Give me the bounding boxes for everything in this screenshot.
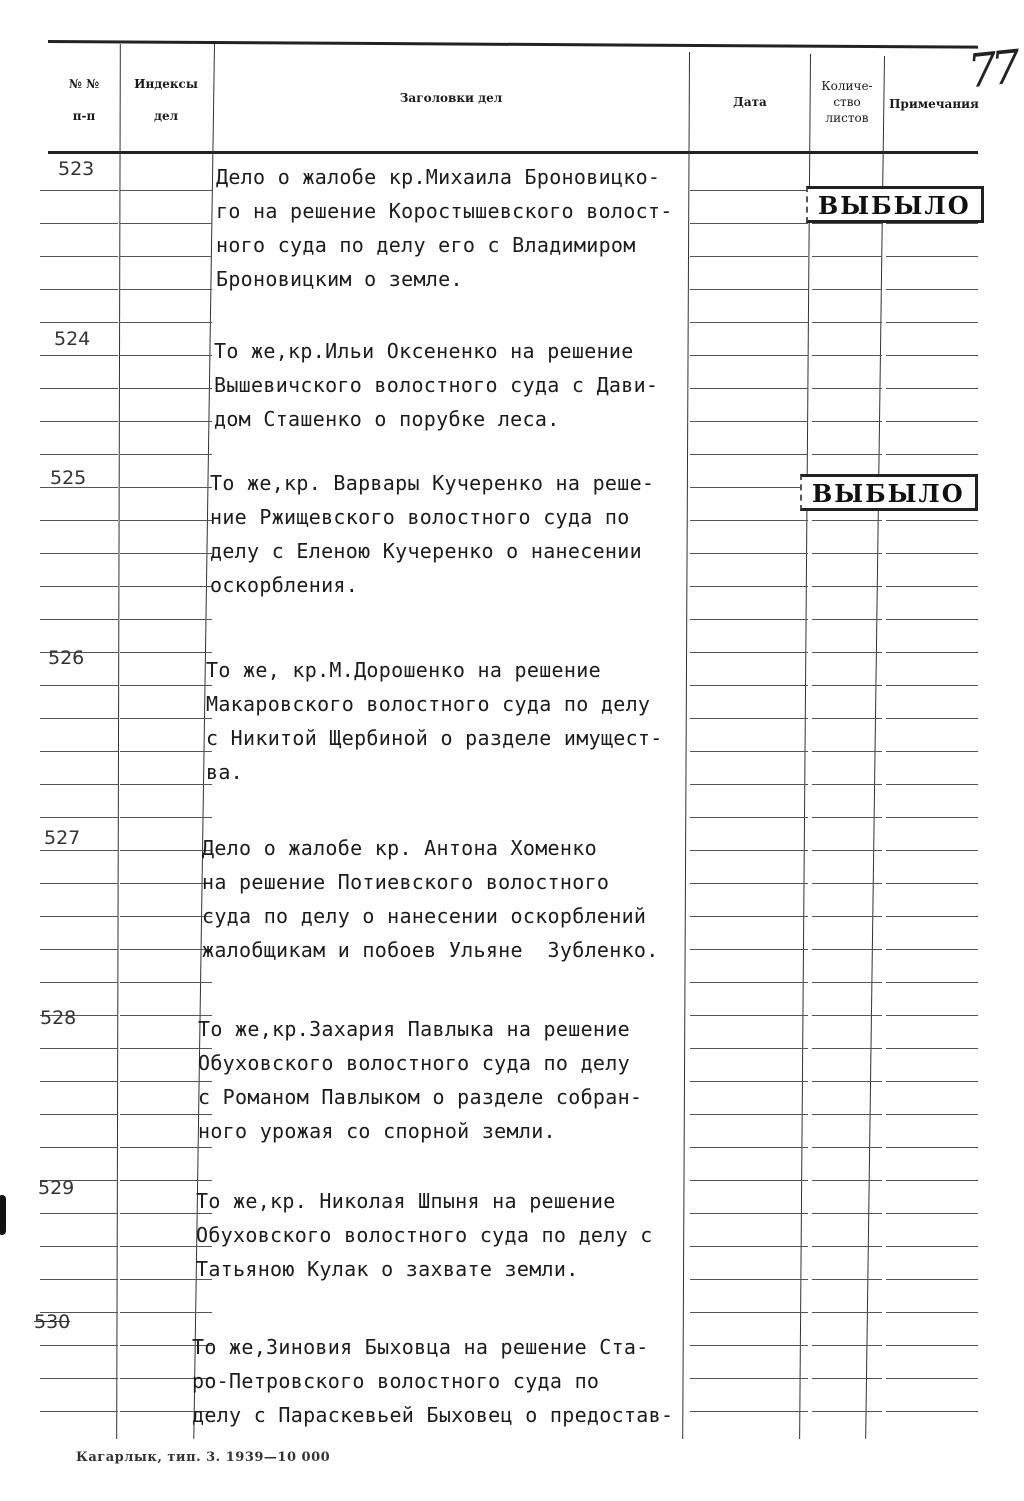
ledger-rule (886, 1081, 978, 1082)
ledger-rule (120, 289, 212, 290)
case-number: 524 (54, 328, 91, 350)
ledger-rule (886, 355, 978, 356)
ledger-rule (812, 355, 882, 356)
ledger-rule (120, 784, 212, 785)
ledger-rule (690, 355, 808, 356)
ledger-rule (886, 619, 978, 620)
ledger-rule (120, 454, 212, 455)
case-number: 527 (44, 827, 81, 849)
margin-mark (0, 1195, 6, 1235)
ledger-rule (690, 190, 808, 191)
case-number: 523 (58, 158, 95, 180)
ledger-rule (690, 454, 808, 455)
ledger-rule (40, 553, 118, 554)
ledger-rule (690, 1147, 808, 1148)
ledger-rule (812, 718, 882, 719)
ledger-rule (812, 1279, 882, 1280)
ledger-rule (886, 784, 978, 785)
ledger-rule (812, 1114, 882, 1115)
ledger-rule (812, 322, 882, 323)
ledger-rule (690, 883, 808, 884)
ledger-rule (690, 1015, 808, 1016)
ledger-rule (886, 586, 978, 587)
ledger-rule (120, 850, 212, 851)
ledger-rule (120, 916, 212, 917)
ledger-rule (690, 1279, 808, 1280)
ledger-rule (120, 1312, 212, 1313)
ledger-rule (812, 388, 882, 389)
column-divider (116, 44, 121, 1439)
case-title: То же,кр. Николая Шпыня на решение Обуховского волостного суда по делу с Татьяною Кулак о захвате земли. (196, 1189, 653, 1281)
header-title: Заголовки дел (399, 91, 503, 105)
ledger-rule (690, 1411, 808, 1412)
ledger-rule (812, 619, 882, 620)
ledger-rule (886, 652, 978, 653)
ledger-rule (690, 1114, 808, 1115)
ledger-rule (120, 256, 212, 257)
ledger-rule (812, 1180, 882, 1181)
ledger-rule (120, 553, 212, 554)
ledger-rule (690, 1048, 808, 1049)
ledger-rule (40, 1411, 118, 1412)
ledger-rule (690, 685, 808, 686)
ledger-rule (812, 1015, 882, 1016)
ledger-rule (40, 454, 118, 455)
ledger-rule (40, 355, 118, 356)
ledger-rule (812, 982, 882, 983)
ledger-rule (690, 1213, 808, 1214)
ledger-rule (40, 1378, 118, 1379)
ledger-rule (812, 817, 882, 818)
ledger-rule (40, 883, 118, 884)
ledger-rule (886, 817, 978, 818)
ledger-rule (690, 388, 808, 389)
ledger-rule (886, 1213, 978, 1214)
ledger-rule (120, 685, 212, 686)
ledger-rule (120, 718, 212, 719)
column-divider (865, 56, 885, 1439)
ledger-rule (40, 586, 118, 587)
ledger-rule (40, 1279, 118, 1280)
ledger-rule (812, 421, 882, 422)
ledger-rule (886, 883, 978, 884)
ledger-rule (40, 916, 118, 917)
header-notes: Примечания (889, 97, 979, 111)
ledger-rule (120, 355, 212, 356)
status-stamp: ВЫБЫЛО (800, 474, 978, 511)
ledger-rule (886, 1246, 978, 1247)
ledger-rule (886, 1378, 978, 1379)
ledger-rule (812, 1147, 882, 1148)
case-title: То же,кр.Захария Павлыка на решение Обуховского волостного суда по делу с Романом Павлыком о разделе собран- ного урожая со спорной земли. (198, 1017, 643, 1143)
ledger-rule (812, 1378, 882, 1379)
ledger-rule (120, 223, 212, 224)
ledger-rule (886, 421, 978, 422)
ledger-rule (812, 751, 882, 752)
ledger-rule (690, 850, 808, 851)
ledger-rule (886, 322, 978, 323)
ledger-rule (812, 1312, 882, 1313)
ledger-rule (690, 817, 808, 818)
ledger-rule (120, 751, 212, 752)
ledger-rule (120, 619, 212, 620)
ledger-rule (690, 1378, 808, 1379)
ledger-rule (886, 685, 978, 686)
ledger-rule (886, 520, 978, 521)
case-number: 529 (38, 1177, 75, 1199)
status-stamp: ВЫБЫЛО (806, 186, 984, 223)
ledger-rule (40, 322, 118, 323)
ledger-rule (40, 289, 118, 290)
ledger-rule (690, 1180, 808, 1181)
ledger-rule (690, 751, 808, 752)
ledger-rule (812, 685, 882, 686)
ledger-rule (812, 454, 882, 455)
ledger-rule (40, 190, 118, 191)
ledger-rule (120, 586, 212, 587)
ledger-rule (40, 388, 118, 389)
column-divider (799, 54, 811, 1439)
ledger-rule (120, 1180, 212, 1181)
ledger-rule (120, 388, 212, 389)
ledger-rule (690, 1312, 808, 1313)
ledger-rule (40, 982, 118, 983)
ledger-rule (40, 1114, 118, 1115)
ledger-rule (690, 619, 808, 620)
ledger-rule (690, 256, 808, 257)
ledger-rule (40, 718, 118, 719)
ledger-rule (690, 1081, 808, 1082)
ledger-rule (886, 1312, 978, 1313)
ledger-rule (886, 289, 978, 290)
ledger-rule (812, 1213, 882, 1214)
header-sheets: Количе- ство листов (821, 79, 873, 126)
ledger-rule (690, 487, 808, 488)
ledger-rule (690, 982, 808, 983)
ledger-rule (40, 223, 118, 224)
ledger-rule (886, 553, 978, 554)
ledger-rule (886, 916, 978, 917)
ledger-rule (690, 520, 808, 521)
ledger-rule (40, 256, 118, 257)
ledger-rule (40, 949, 118, 950)
ledger-rule (812, 949, 882, 950)
ledger-rule (120, 421, 212, 422)
ledger-rule (886, 1180, 978, 1181)
ledger-rule (812, 223, 882, 224)
ledger-rule (690, 586, 808, 587)
ledger-rule (120, 322, 212, 323)
ledger-rule (886, 1048, 978, 1049)
ledger-rule (120, 652, 212, 653)
ledger-rule (886, 256, 978, 257)
ledger-rule (40, 520, 118, 521)
ledger-rule (812, 916, 882, 917)
ledger-rule (812, 586, 882, 587)
ledger-rule (40, 1213, 118, 1214)
ledger-rule (120, 487, 212, 488)
page-number: 77 (965, 39, 1018, 99)
ledger-rule (690, 949, 808, 950)
ledger-rule (40, 784, 118, 785)
case-number: 530 (34, 1311, 71, 1333)
ledger-rule (690, 223, 808, 224)
ledger-rule (690, 784, 808, 785)
ledger-rule (886, 751, 978, 752)
top-rule (48, 40, 978, 49)
ledger-rule (40, 1147, 118, 1148)
ledger-rule (886, 223, 978, 224)
footer-imprint: Кагарлык, тип. 3. 1939—10 000 (76, 1450, 331, 1465)
ledger-rule (886, 454, 978, 455)
case-title: Дело о жалобе кр.Михаила Броновицко- го на решение Коростышевского волост- ного суда по делу его с Владимиром Броновицким о земле. (216, 165, 673, 291)
ledger-rule (812, 652, 882, 653)
ledger-rule (886, 718, 978, 719)
ledger-rule (812, 1345, 882, 1346)
ledger-rule (40, 1246, 118, 1247)
ledger-rule (812, 784, 882, 785)
header-number: № № п-п (68, 77, 100, 123)
ledger-rule (886, 1147, 978, 1148)
ledger-rule (690, 421, 808, 422)
ledger-rule (690, 652, 808, 653)
case-title: Дело о жалобе кр. Антона Хоменко на решение Потиевского волостного суда по делу о нанесении оскорблений жалобщикам и побоев Ульяне Зубленко. (202, 836, 659, 962)
ledger-rule (40, 1345, 118, 1346)
ledger-rule (690, 916, 808, 917)
ledger-rule (886, 1345, 978, 1346)
ledger-rule (40, 685, 118, 686)
ledger-rule (886, 850, 978, 851)
ledger-rule (886, 1279, 978, 1280)
ledger-rule (40, 751, 118, 752)
case-title: То же,кр.Ильи Оксененко на решение Вышевичского волостного суда с Дави- дом Сташенко о порубке леса. (214, 339, 659, 431)
ledger-rule (120, 982, 212, 983)
ledger-rule (690, 1345, 808, 1346)
ledger-rule (690, 1246, 808, 1247)
ledger-rule (812, 1081, 882, 1082)
ledger-rule (120, 883, 212, 884)
ledger-rule (886, 1411, 978, 1412)
ledger-rule (812, 1048, 882, 1049)
ledger-rule (812, 520, 882, 521)
ledger-rule (812, 1246, 882, 1247)
ledger-rule (812, 1411, 882, 1412)
ledger-rule (812, 289, 882, 290)
ledger-rule (886, 949, 978, 950)
ledger-rule (886, 388, 978, 389)
ledger-rule (40, 817, 118, 818)
ledger-rule (40, 1081, 118, 1082)
ledger-rule (886, 982, 978, 983)
header-index: Индексы дел (134, 77, 198, 123)
ledger-rule (886, 1114, 978, 1115)
ledger-rule (40, 850, 118, 851)
column-divider (682, 52, 690, 1439)
ledger-rule (812, 256, 882, 257)
ledger-rule (812, 553, 882, 554)
ledger-rule (690, 289, 808, 290)
ledger-rule (812, 883, 882, 884)
ledger-rule (886, 1015, 978, 1016)
header-date: Дата (733, 95, 767, 109)
case-title: То же, кр.М.Дорошенко на решение Макаровского волостного суда по делу с Никитой Щербиной о разделе имущест- ва. (206, 658, 663, 784)
ledger-rule (40, 619, 118, 620)
ledger-rule (120, 190, 212, 191)
ledger-rule (690, 322, 808, 323)
ledger-rule (690, 553, 808, 554)
ledger-rule (120, 520, 212, 521)
ledger-rule (812, 850, 882, 851)
ledger-rule (40, 421, 118, 422)
case-number: 526 (48, 647, 85, 669)
case-number: 525 (50, 467, 87, 489)
header-rule (48, 151, 978, 154)
case-title: То же,кр. Варвары Кучеренко на реше- ние Ржищевского волостного суда по делу с Еленою Кучеренко о нанесении оскорбления. (210, 471, 655, 597)
ledger-rule (690, 718, 808, 719)
case-title: То же,Зиновия Быховца на решение Ста- ро-Петровского волостного суда по делу с Параскевьей Быховец о предостав- (192, 1335, 674, 1427)
case-number: 528 (40, 1007, 77, 1029)
ledger-rule (120, 949, 212, 950)
ledger-rule (120, 817, 212, 818)
ledger-rule (40, 1048, 118, 1049)
